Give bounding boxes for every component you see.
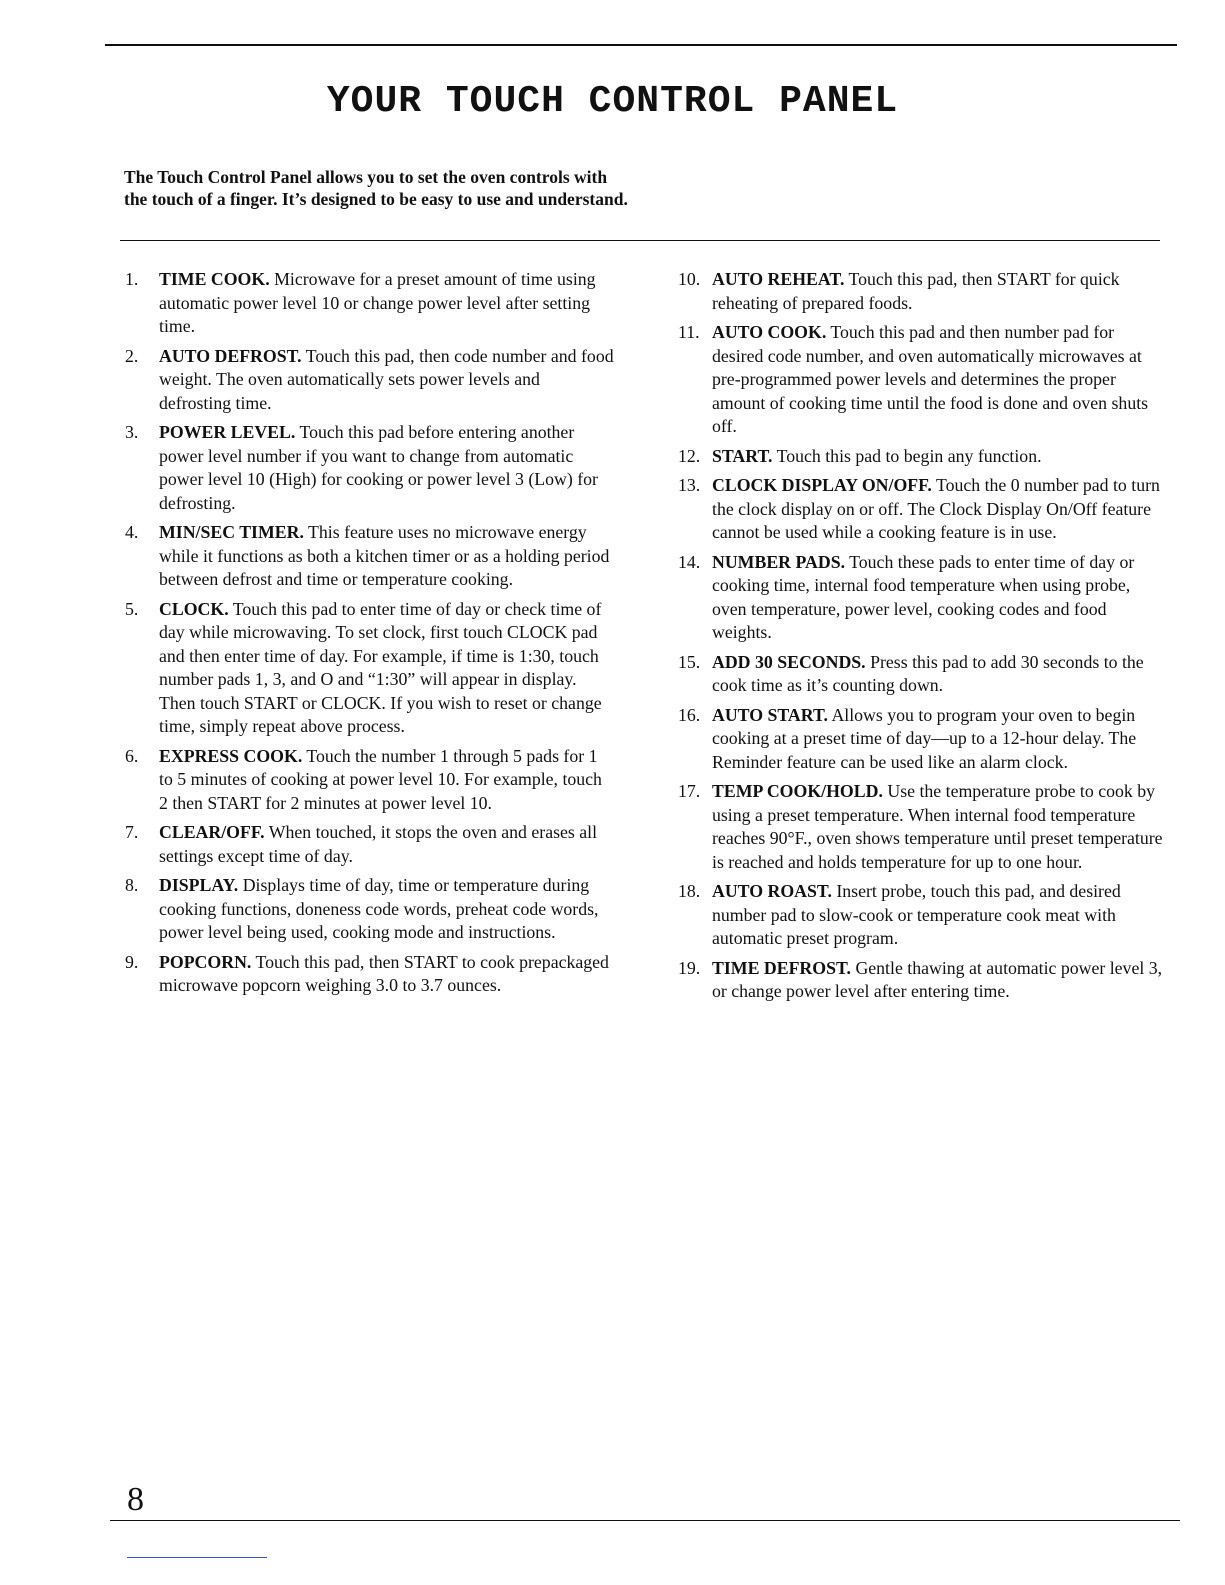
item-description: When touched, it stops the oven and erases all settings except time of day. bbox=[159, 822, 598, 866]
page-title: YOUR TOUCH CONTROL PANEL bbox=[326, 80, 899, 123]
list-item bbox=[125, 874, 615, 945]
item-number: 8. bbox=[125, 875, 139, 895]
item-number: 7. bbox=[125, 822, 139, 842]
item-number: 6. bbox=[125, 745, 139, 766]
list-item bbox=[125, 268, 615, 339]
item-description: Touch the 0 number pad to turn the clock display on or off. The Clock Display On/Off feature cannot be used while a cooking feature is in use. bbox=[712, 475, 1160, 542]
page-number: 8 bbox=[127, 1481, 144, 1518]
item-description: Touch this pad, then START to cook prepackaged microwave popcorn weighing 3.0 to 3.7 ounces. bbox=[159, 951, 609, 995]
item-description: Displays time of day, time or temperature during cooking functions, doneness code words, preheat code words, power level being used, cooking mode and instructions. bbox=[159, 875, 599, 942]
item-term: CLOCK. bbox=[159, 598, 229, 619]
item-term: AUTO DEFROST. bbox=[159, 345, 302, 366]
left-column bbox=[125, 268, 615, 1004]
item-description: Touch this pad, then code number and food weight. The oven automatically sets power levels and defrosting time. bbox=[159, 345, 614, 413]
item-number: 16. bbox=[678, 704, 701, 725]
list-item bbox=[678, 651, 1168, 698]
list-item bbox=[678, 704, 1168, 775]
item-number: 10. bbox=[678, 269, 701, 289]
item-description: Insert probe, touch this pad, and desired number pad to slow-cook or temperature cook meat with automatic preset program. bbox=[712, 881, 1121, 948]
list-item bbox=[678, 551, 1168, 645]
top-rule bbox=[105, 44, 1177, 46]
item-number: 15. bbox=[678, 651, 701, 672]
intro-text bbox=[124, 166, 884, 210]
link-underline bbox=[127, 1557, 267, 1558]
intro-line: the touch of a finger. It’s designed to be easy to use and understand. bbox=[124, 189, 628, 209]
item-term: AUTO COOK. bbox=[712, 322, 827, 342]
item-number: 3. bbox=[125, 422, 139, 442]
list-item bbox=[125, 951, 615, 998]
item-number: 1. bbox=[125, 269, 139, 289]
item-description: Touch this pad before entering another power level number if you want to change from automatic power level 10 (High) for cooking or power level 3 (Low) for defrosting. bbox=[159, 422, 598, 513]
list-item bbox=[125, 345, 615, 416]
item-description: Press this pad to add 30 seconds to the cook time as it’s counting down. bbox=[712, 651, 1144, 695]
item-term: AUTO ROAST. bbox=[712, 881, 832, 901]
item-term: POPCORN. bbox=[159, 951, 252, 972]
item-number: 11. bbox=[678, 322, 700, 342]
item-description: Use the temperature probe to cook by using a preset temperature. When internal food temperature reaches 90°F., oven shows temperature until preset temperature is reached and holds temperature for up to one hour. bbox=[712, 781, 1163, 872]
list-item bbox=[678, 780, 1168, 874]
item-term: AUTO START. bbox=[712, 704, 828, 725]
item-number: 19. bbox=[678, 957, 701, 978]
item-term: START. bbox=[712, 445, 773, 466]
list-item bbox=[678, 321, 1168, 439]
item-description: Touch these pads to enter time of day or cooking time, internal food temperature when using probe, oven temperature, power level, cooking codes and food weights. bbox=[712, 551, 1135, 642]
item-description: Microwave for a preset amount of time using automatic power level 10 or change power level after setting time. bbox=[159, 269, 596, 336]
item-term: POWER LEVEL. bbox=[159, 422, 296, 442]
list-item bbox=[678, 957, 1168, 1004]
item-description: Gentle thawing at automatic power level 3, or change power level after entering time. bbox=[712, 957, 1163, 1001]
item-term: TIME DEFROST. bbox=[712, 957, 851, 978]
item-number: 13. bbox=[678, 475, 701, 495]
section-divider bbox=[120, 240, 1160, 241]
item-term: TIME COOK. bbox=[159, 269, 270, 289]
item-description: Touch this pad to enter time of day or check time of day while microwaving. To set clock, first touch CLOCK pad and then enter time of day. For example, if time is 1:30, touch number pads 1, 3, and O and “1:30” will appear in display. Then touch START or CLOCK. If you wish to reset or change time, simply repeat above process. bbox=[159, 598, 602, 736]
bottom-rule bbox=[110, 1520, 1180, 1521]
item-number: 4. bbox=[125, 522, 139, 542]
item-number: 5. bbox=[125, 598, 139, 619]
list-item bbox=[125, 598, 615, 739]
item-description: Allows you to program your oven to begin cooking at a preset time of day—up to a 12-hour delay. The Reminder feature can be used like an alarm clock. bbox=[712, 704, 1137, 772]
item-term: CLEAR/OFF. bbox=[159, 822, 265, 842]
item-number: 18. bbox=[678, 881, 701, 901]
item-number: 9. bbox=[125, 951, 139, 972]
list-item bbox=[678, 880, 1168, 951]
item-number: 2. bbox=[125, 345, 139, 366]
item-term: DISPLAY. bbox=[159, 875, 239, 895]
item-description: Touch this pad, then START for quick reheating of prepared foods. bbox=[712, 269, 1120, 313]
item-number: 17. bbox=[678, 781, 701, 801]
list-item bbox=[678, 474, 1168, 545]
intro-line: The Touch Control Panel allows you to set the oven controls with bbox=[124, 167, 608, 187]
item-description: Touch the number 1 through 5 pads for 1 to 5 minutes of cooking at power level 10. For example, touch 2 then START for 2 minutes at power level 10. bbox=[159, 745, 602, 813]
item-term: AUTO REHEAT. bbox=[712, 269, 845, 289]
list-item bbox=[125, 821, 615, 868]
list-item bbox=[125, 745, 615, 816]
item-term: EXPRESS COOK. bbox=[159, 745, 303, 766]
right-column bbox=[678, 268, 1168, 1010]
item-description: This feature uses no microwave energy while it functions as both a kitchen timer or as a holding period between defrost and time or temperature cooking. bbox=[159, 522, 610, 589]
item-term: MIN/SEC TIMER. bbox=[159, 522, 304, 542]
item-number: 14. bbox=[678, 551, 701, 572]
list-item bbox=[678, 268, 1168, 315]
item-term: CLOCK DISPLAY ON/OFF. bbox=[712, 475, 932, 495]
item-term: NUMBER PADS. bbox=[712, 551, 846, 572]
list-item bbox=[678, 445, 1168, 469]
list-item bbox=[125, 421, 615, 515]
item-number: 12. bbox=[678, 445, 701, 466]
item-description: Touch this pad and then number pad for desired code number, and oven automatically microwaves at pre-programmed power levels and determines the proper amount of cooking time until the food is done and oven shuts off. bbox=[712, 322, 1149, 436]
item-term: ADD 30 SECONDS. bbox=[712, 651, 866, 672]
item-description: Touch this pad to begin any function. bbox=[776, 445, 1042, 466]
item-term: TEMP COOK/HOLD. bbox=[712, 781, 883, 801]
list-item bbox=[125, 521, 615, 592]
